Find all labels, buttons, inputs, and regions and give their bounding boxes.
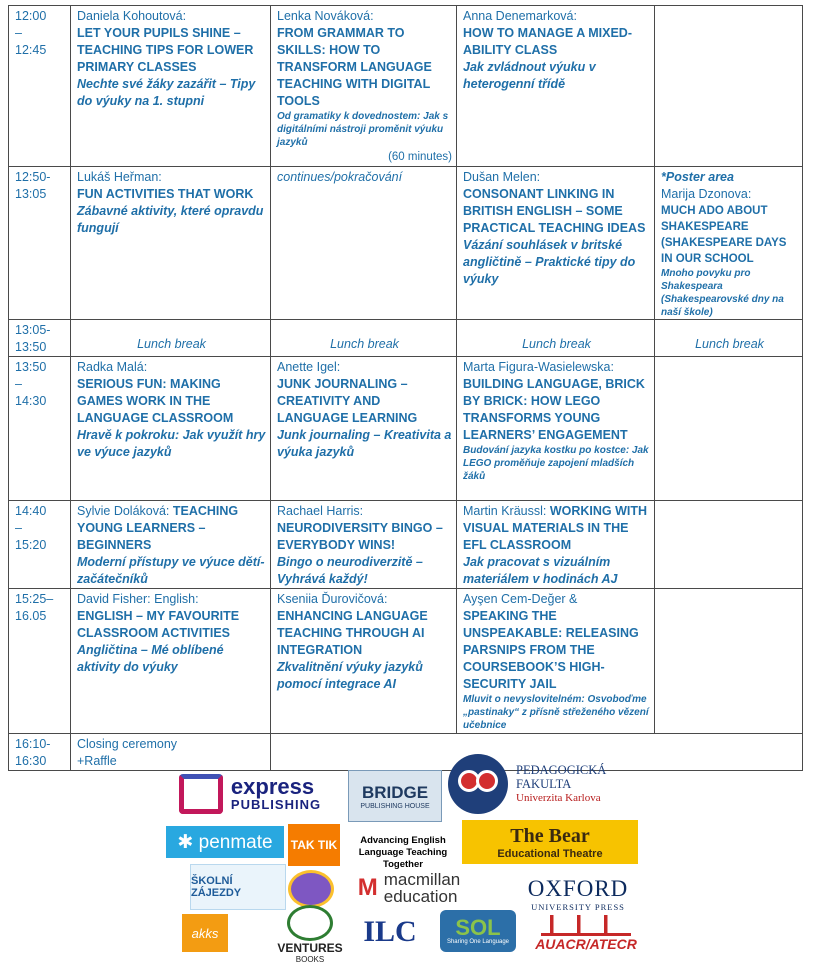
time-cell: 13:05- 13:50: [9, 320, 71, 357]
poster-label: *Poster area: [661, 170, 734, 184]
session-cell: [71, 167, 271, 320]
session-title: FUN ACTIVITIES THAT WORK: [77, 187, 254, 201]
session-cell: [457, 6, 655, 167]
speaker: Marija Dzonova:: [661, 187, 752, 201]
session-subtitle: Moderní přístupy ve výuce dětí-začátečníků: [77, 555, 265, 586]
speaker: Rachael Harris:: [277, 504, 364, 518]
the-bear-theatre-logo: The Bear Educational Theatre: [462, 820, 638, 864]
lunch-break: Lunch break: [457, 320, 655, 357]
session-cell: [457, 167, 655, 320]
speaker: Sylvie Doláková:: [77, 504, 173, 518]
closing-ceremony: Closing ceremony +Raffle: [71, 734, 271, 771]
macmillan-m-icon: M: [357, 874, 378, 901]
session-cell: [271, 501, 457, 589]
session-subtitle: Zábavné aktivity, které opravdu fungují: [77, 204, 264, 235]
session-subtitle: Nechte své žáky zazářit – Tipy do výuky na 1. stupni: [77, 77, 256, 108]
session-subtitle: Jak zvládnout výuku v heterogenní třídě: [463, 60, 596, 91]
session-title: ENGLISH – MY FAVOURITE CLASSROOM ACTIVITIES: [77, 609, 240, 640]
lunch-break: Lunch break: [271, 320, 457, 357]
session-title: SERIOUS FUN: MAKING GAMES WORK IN THE LANGUAGE CLASSROOM: [77, 377, 234, 425]
time-cell: 12:50- 13:05: [9, 167, 71, 320]
lunch-break: Lunch break: [71, 320, 271, 357]
session-cell: [271, 357, 457, 501]
session-cell: [271, 167, 457, 320]
owl-face-icon: [287, 905, 333, 941]
schedule-row: [9, 589, 803, 734]
schedule-row: [9, 357, 803, 501]
schedule-row: [9, 501, 803, 589]
session-title: WORKING WITH VISUAL MATERIALS IN THE EFL CLASSROOM: [463, 504, 648, 552]
session-subtitle: Mluvit o nevyslovitelném: Osvoboďme „pastinaky“ z přísně střeženého vězení učebnice: [463, 694, 649, 731]
oxford-university-press-logo: OXFORD UNIVERSITY PRESS: [527, 876, 629, 912]
speaker: Dušan Melen:: [463, 170, 541, 184]
speaker: Kseniia Ďurovičová:: [277, 592, 388, 606]
session-subtitle: Od gramatiky k dovednostem: Jak s digitálními nástroji proměnit výuku jazyků: [277, 111, 449, 148]
session-subtitle: Hravě k pokroku: Jak využít hry ve výuce jazyků: [77, 428, 266, 459]
schedule-row: [9, 167, 803, 320]
session-subtitle: Budování jazyka kostku po kostce: Jak LEGO proměňuje zapojení mladších žáků: [463, 445, 649, 482]
speaker: Daniela Kohoutová:: [77, 9, 187, 23]
session-cell-empty: [655, 589, 803, 734]
session-subtitle: Jak pracovat s vizuálním materiálem v hodinách AJ: [463, 555, 618, 586]
time-cell: 13:50 – 14:30: [9, 357, 71, 501]
session-cell: [271, 6, 457, 167]
session-title: LET YOUR PUPILS SHINE – TEACHING TIPS FOR LOWER PRIMARY CLASSES: [77, 26, 254, 74]
session-title: BUILDING LANGUAGE, BRICK BY BRICK: HOW LEGO TRANSFORMS YOUNG LEARNERS’ ENGAGEMENT: [463, 377, 645, 442]
session-cell: [457, 589, 655, 734]
session-cell: [71, 6, 271, 167]
session-cell: [71, 501, 271, 589]
session-title: CONSONANT LINKING IN BRITISH ENGLISH – SOME PRACTICAL TEACHING IDEAS: [463, 187, 646, 235]
speaker: Lenka Nováková:: [277, 9, 374, 23]
time-cell: 16:10- 16:30: [9, 734, 71, 771]
session-title: JUNK JOURNALING – CREATIVITY AND LANGUAGE LEARNING: [277, 377, 418, 425]
session-title: MUCH ADO ABOUT SHAKESPEARE (SHAKESPEARE DAYS IN OUR SCHOOL: [661, 205, 787, 265]
session-cell: [271, 589, 457, 734]
session-subtitle: Junk journaling – Kreativita a výuka jazyků: [277, 428, 452, 459]
book-icon: [179, 774, 223, 814]
session-title: ENHANCING LANGUAGE TEACHING THROUGH AI INTEGRATION: [277, 609, 428, 657]
round-emblem-icon: [288, 870, 334, 908]
session-subtitle: Bingo o neurodiverzitě – Vyhrává každý!: [277, 555, 423, 586]
ilc-logo: ILC: [363, 915, 417, 948]
session-cell-empty: [655, 501, 803, 589]
sponsor-logos: [160, 752, 650, 972]
session-cell: [457, 357, 655, 501]
bridge-publishing-logo: BRIDGE PUBLISHING HOUSE: [348, 770, 442, 822]
session-title: NEURODIVERSITY BINGO – EVERYBODY WINS!: [277, 521, 443, 552]
session-cell: [457, 501, 655, 589]
time-cell: 15:25– 16.05: [9, 589, 71, 734]
express-publishing-logo: express PUBLISHING: [170, 770, 330, 818]
castle-icon: [541, 915, 631, 936]
session-title: TEACHING YOUNG LEARNERS – BEGINNERS: [77, 504, 239, 552]
session-cell: [71, 357, 271, 501]
session-cell-empty: [655, 357, 803, 501]
speaker: Martin Kräussl:: [463, 504, 550, 518]
sol-logo: SOL Sharing One Language: [440, 910, 516, 952]
time-cell: 14:40 – 15:20: [9, 501, 71, 589]
taktik-logo: TAK TIK: [288, 824, 340, 866]
schedule-row: [9, 320, 803, 357]
session-cell: [655, 167, 803, 320]
skolni-zajezdy-logo: ŠKOLNÍ ZÁJEZDY: [190, 864, 286, 910]
continues-label: continues/pokračování: [277, 170, 403, 184]
time-cell: 12:00 – 12:45: [9, 6, 71, 167]
session-cell-empty: [655, 6, 803, 167]
speaker: Anette Igel:: [277, 360, 341, 374]
speaker: Anna Denemarková:: [463, 9, 577, 23]
speaker: Radka Malá:: [77, 360, 148, 374]
ventures-books-logo: VENTURES BOOKS: [260, 904, 360, 964]
session-title: SPEAKING THE UNSPEAKABLE: RELEASING PARSNIPS FROM THE COURSEBOOK’S HIGH-SECURITY JAIL: [463, 609, 639, 691]
duration-note: (60 minutes): [388, 151, 452, 163]
session-subtitle: Angličtina – Mé oblíbené aktivity do výuky: [77, 643, 224, 674]
session-title: HOW TO MANAGE A MIXED-ABILITY CLASS: [463, 26, 632, 57]
session-subtitle: Mnoho povyku pro Shakespeara (Shakespearovské dny na naší škole): [661, 268, 784, 318]
akks-logo: akks: [182, 914, 228, 952]
session-cell: [71, 589, 271, 734]
speaker: Marta Figura-Wasielewska:: [463, 360, 614, 374]
pedagogicka-fakulta-logo: PEDAGOGICKÁ FAKULTA Univerzita Karlova: [448, 752, 648, 816]
owl-icon: [448, 754, 508, 814]
auacr-atecr-logo: AUACR/ATECR: [530, 910, 642, 956]
session-subtitle: Vázání souhlásek v britské angličtině – Praktické tipy do výuky: [463, 238, 636, 286]
lunch-break: Lunch break: [655, 320, 803, 357]
session-title: FROM GRAMMAR TO SKILLS: HOW TO TRANSFORM LANGUAGE TEACHING WITH DIGITAL TOOLS: [277, 26, 432, 108]
speaker: Lukáš Heřman:: [77, 170, 162, 184]
session-subtitle: Zkvalitnění výuky jazyků pomocí integrace AI: [277, 660, 423, 691]
speaker: Ayşen Cem-Değer &: [463, 592, 578, 606]
advancing-english-slogan: Advancing English Language Teaching Together: [358, 835, 448, 870]
schedule-table: [8, 5, 802, 771]
speaker: David Fisher: English:: [77, 592, 199, 606]
penmate-logo: ✱ penmate: [166, 826, 284, 858]
schedule-row: [9, 6, 803, 167]
macmillan-education-logo: M macmillan education: [357, 870, 461, 906]
